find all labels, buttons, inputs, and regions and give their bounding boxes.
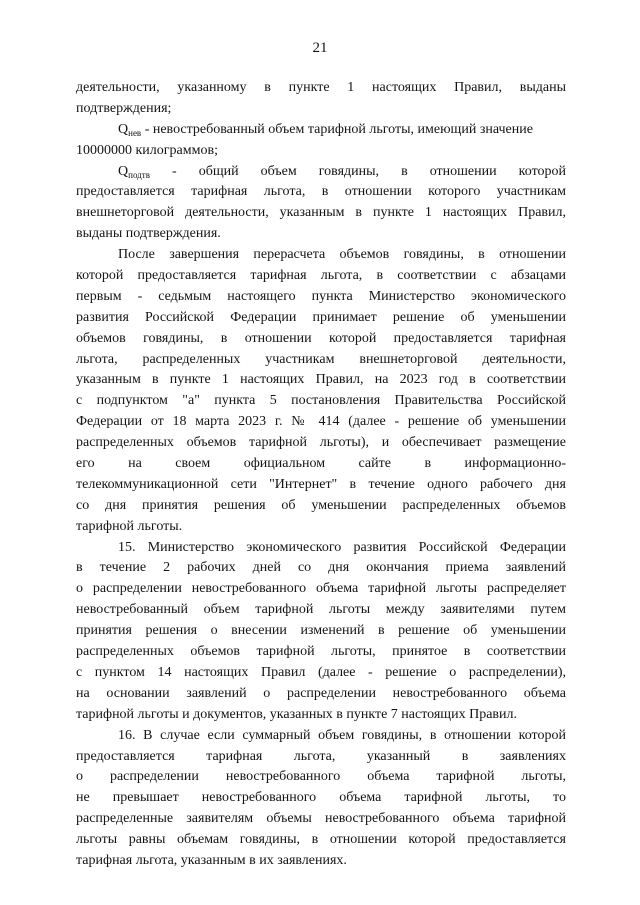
text-line: 10000000 килограммов; [76,142,218,158]
text-line: в течение 2 рабочих дней со дня окончания приема заявлений [76,560,566,576]
text-line: внешнеторговой деятельности, указанным в пункте 1 настоящих Правил, [76,205,566,221]
document-body [76,78,566,872]
text-line: невостребованный объем тарифной льготы между заявителями путем [76,602,566,618]
text-line: принятия решения о внесении изменений в решение об уменьшении [76,623,566,639]
text-line: распределенных объемов тарифной льготы), и обеспечивает размещение [76,435,566,451]
text-line: со дня принятия решения об уменьшении распределенных объемов [76,497,566,513]
formula-definition-q-confirmed: $Q_{подтв}$ - общий объем говядины, в отношении которой [118,163,566,180]
text-line: распределенные заявителям объемы невостребованного объема тарифной [76,811,566,827]
text-line: первым - седьмым настоящего пункта Министерство экономического [76,288,566,304]
paragraph-16-first-line: 16. В случае если суммарный объем говядины, в отношении которой [118,727,566,743]
text-line: указанным в пункте 1 настоящих Правил, на 2023 год в соответствии [76,372,566,388]
text-line: Федерации от 18 марта 2023 г. № 414 (далее - решение об уменьшении [76,414,566,430]
page-number: 21 [312,40,328,56]
text-line: на основании заявлений о распределении невостребованного объема [76,685,566,701]
text-line: развития Российской Федерации принимает решение об уменьшении [76,309,566,325]
text-line: которой предоставляется тарифная льгота, в соответствии с абзацами [76,268,566,284]
text-line: подтверждения; [76,100,172,116]
text-line: предоставляется тарифная льгота, в отношении которого участникам [76,184,566,200]
text-line: тарифной льготы. [76,518,183,534]
text-line: о распределении невостребованного объема тарифной льготы распределяет [76,581,566,597]
text-line: предоставляется тарифная льгота, указанный в заявлениях [76,748,566,764]
paragraph-15-first-line: 15. Министерство экономического развития Российской Федерации [118,539,566,555]
text-line: тарифной льготы и документов, указанных в пункте 7 настоящих Правил. [76,706,517,722]
text-line: не превышает невостребованного объема тарифной льготы, то [76,790,566,806]
formula-definition-q-unused: $Q_{нев}$ - невостребованный объем тарифной льготы, имеющий значение [118,121,533,138]
symbol-q-unused: $Q_{нев}$ [118,121,142,138]
text-line: с подпунктом "а" пункта 5 постановления Правительства Российской [76,393,566,409]
text-line: тарифная льгота, указанным в их заявлениях. [76,852,347,868]
text-line: его на своем официальном сайте в информационно- [76,456,566,472]
paragraph-first-line: После завершения перерасчета объемов говядины, в отношении [118,247,566,263]
text-line: распределенных объемов тарифной льготы, принятое в соответствии [76,644,566,660]
text-line: льготы равны объемам говядины, в отношении которой предоставляется [76,832,566,848]
text-line: деятельности, указанному в пункте 1 настоящих Правил, выданы [76,80,566,95]
text-line: с пунктом 14 настоящих Правил (далее - решение о распределении), [76,664,566,680]
text-line: о распределении невостребованного объема тарифной льготы, [76,769,566,785]
text-line: телекоммуникационной сети "Интернет" в течение одного рабочего дня [76,476,566,492]
text-line: льгота, распределенных участникам внешнеторговой деятельности, [76,351,566,367]
text-line: объемов говядины, в отношении которой предоставляется тарифная [76,330,566,346]
text-line: выданы подтверждения. [76,226,221,242]
symbol-q-confirmed: $Q_{подтв}$ [118,163,150,180]
